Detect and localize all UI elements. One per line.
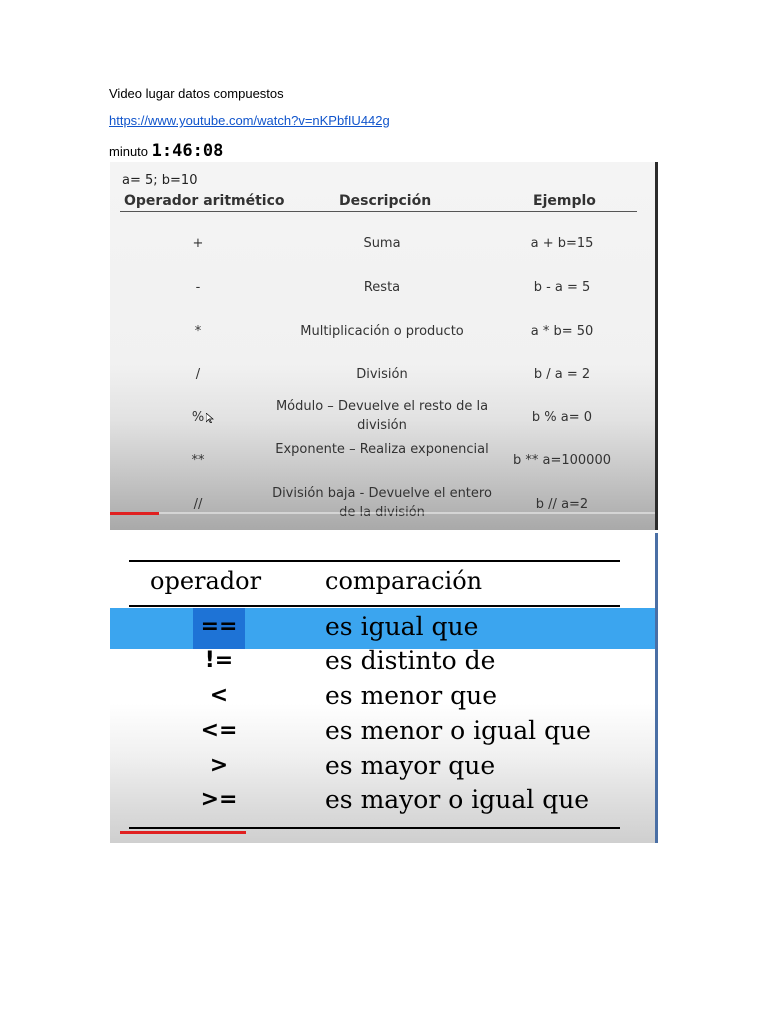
comparison-operator: == — [200, 614, 238, 639]
minute-label: minuto — [109, 144, 149, 159]
top-rule — [129, 560, 620, 562]
comparison-operator: >= — [200, 787, 238, 812]
operator-example: b % a= 0 — [531, 410, 593, 425]
document-title: Video lugar datos compuestos — [109, 86, 284, 101]
comparison-operators-screenshot — [110, 533, 658, 843]
operator-symbol: ** — [191, 453, 205, 468]
bottom-rule — [129, 827, 620, 829]
comparison-operator: != — [204, 648, 234, 673]
operator-symbol: / — [195, 367, 201, 382]
header-divider — [120, 211, 637, 212]
comparison-operator: <= — [200, 718, 238, 743]
operator-description: División — [356, 367, 408, 382]
operator-symbol: // — [193, 497, 203, 512]
comparison-meaning: es distinto de — [325, 646, 496, 675]
comparison-meaning: es igual que — [325, 612, 479, 641]
minute-time: 1:46:08 — [151, 141, 224, 161]
operator-example: a * b= 50 — [530, 324, 594, 339]
video-progress-bar[interactable] — [120, 831, 246, 834]
comparison-meaning: es mayor o igual que — [325, 785, 590, 814]
video-progress-track[interactable] — [110, 512, 658, 514]
minute-line — [109, 141, 223, 161]
comparison-meaning: es menor que — [325, 681, 498, 710]
window-edge — [655, 162, 658, 530]
operator-example: b / a = 2 — [533, 367, 591, 382]
header-rule — [129, 605, 620, 607]
mouse-cursor-icon — [206, 413, 214, 423]
arithmetic-operators-screenshot — [110, 162, 658, 530]
header-operator: Operador aritmético — [124, 193, 285, 209]
operator-symbol: % — [191, 410, 205, 425]
window-edge — [655, 533, 658, 843]
operator-example: b ** a=100000 — [512, 453, 611, 468]
operator-example: a + b=15 — [530, 236, 594, 251]
operator-description: División baja - Devuelve el entero de la división — [272, 486, 492, 520]
video-progress-bar[interactable] — [110, 512, 159, 515]
operator-description: Resta — [363, 280, 401, 295]
header-operador: operador — [150, 567, 262, 595]
operator-symbol: - — [195, 280, 201, 295]
operator-description: Suma — [363, 236, 401, 251]
variables-label: a= 5; b=10 — [122, 173, 198, 188]
comparison-operator: > — [209, 753, 229, 778]
youtube-link[interactable]: https://www.youtube.com/watch?v=nKPbfIU442g — [109, 113, 390, 128]
comparison-operator: < — [209, 683, 229, 708]
operator-symbol: + — [192, 236, 204, 251]
operator-symbol: * — [194, 324, 202, 339]
operator-description: Exponente – Realiza exponencial — [275, 442, 489, 457]
comparison-meaning: es mayor que — [325, 751, 496, 780]
operator-example: b // a=2 — [535, 497, 589, 512]
operator-description: Multiplicación o producto — [300, 324, 464, 339]
header-comparacion: comparación — [325, 567, 483, 595]
header-example: Ejemplo — [533, 193, 596, 209]
comparison-meaning: es menor o igual que — [325, 716, 591, 745]
operator-description: Módulo – Devuelve el resto de la división — [275, 399, 489, 433]
header-description: Descripción — [339, 193, 432, 209]
operator-example: b - a = 5 — [533, 280, 591, 295]
